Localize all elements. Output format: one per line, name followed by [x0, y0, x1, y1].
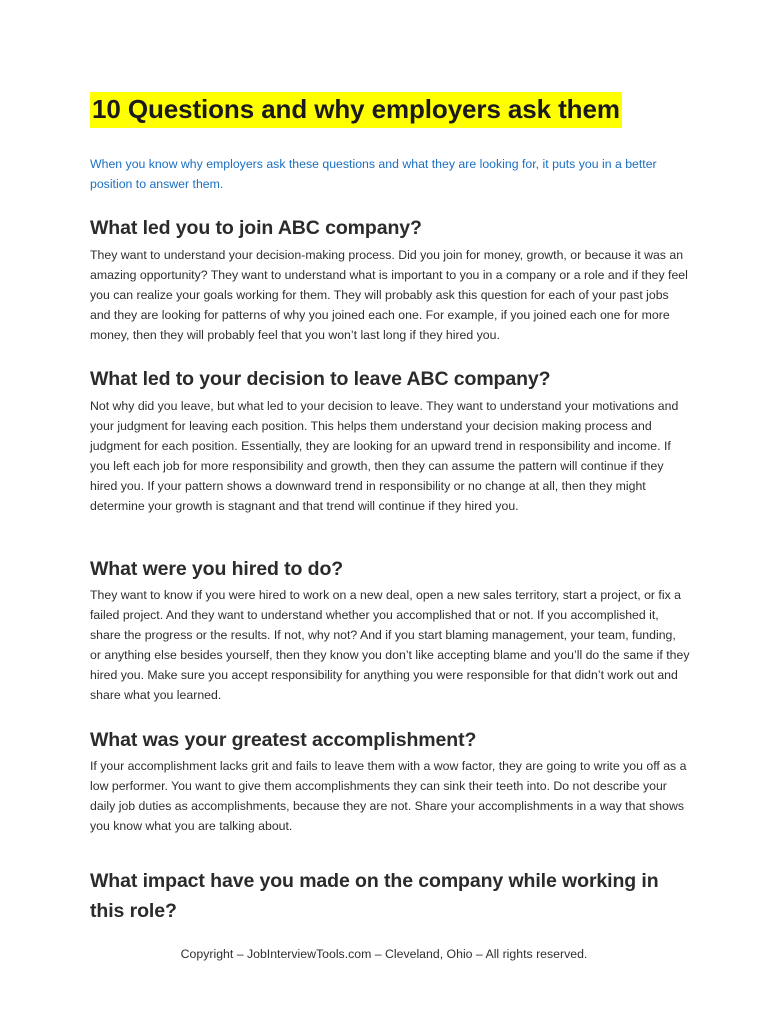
- page-title: 10 Questions and why employers ask them: [90, 92, 622, 128]
- copyright-footer: Copyright – JobInterviewTools.com – Cleveland, Ohio – All rights reserved.: [180, 947, 588, 961]
- section-heading-accomplishment: What was your greatest accomplishment?: [90, 729, 477, 751]
- section-heading-leave: What led to your decision to leave ABC company?: [90, 368, 551, 390]
- section-body-join: They want to understand your decision-making process. Did you join for money, growth, or because it was an amazing opportunity? They want to understand what is important to you in a company or a role and if they feel you can realize your goals working for them. They will probably ask this question for each of your past jobs and they are looking for patterns of why you joined each one. For example, if you joined each one for more money, then they will probably feel that you won’t last long if they hired you.: [90, 248, 688, 342]
- section-heading-hired: What were you hired to do?: [90, 558, 344, 580]
- section-heading-impact: What impact have you made on the company while working in this role?: [90, 870, 659, 922]
- title-wrap: [90, 92, 622, 128]
- section-body-leave: Not why did you leave, but what led to your decision to leave. They want to understand your motivations and your judgment for leaving each position. This helps them understand your decision making process and judgment for each position. Essentially, they are looking for an upward trend in responsibility and income. If you left each job for more responsibility and growth, then they can assume the pattern will continue if they hired you. If your pattern shows a downward trend in responsibility or no change at all, then they might determine your growth is stagnant and that trend will continue if they hired you.: [90, 399, 679, 513]
- section-heading-join: What led you to join ABC company?: [90, 217, 422, 239]
- section-body-accomplishment: If your accomplishment lacks grit and fails to leave them with a wow factor, they are going to write you off as a low performer. You want to give them accomplishments they can sink their teeth into. Do not describe your daily job duties as accomplishments, because they are not. Share your accomplishments in a way that shows you know what you are talking about.: [90, 759, 687, 833]
- section-body-hired: They want to know if you were hired to work on a new deal, open a new sales territory, start a project, or fix a failed project. And they want to understand whether you accomplished that or not. If you accomplished it, share the progress or the results. If not, why not? And if you start blaming management, your team, funding, or anything else besides yourself, then they know you don’t like accepting blame and you’ll do the same if they hired you. Make sure you accept responsibility for anything you were responsible for that didn’t work out and share what you learned.: [90, 588, 690, 702]
- intro-text: When you know why employers ask these questions and what they are looking for, it puts you in a better position to answer them.: [90, 157, 657, 191]
